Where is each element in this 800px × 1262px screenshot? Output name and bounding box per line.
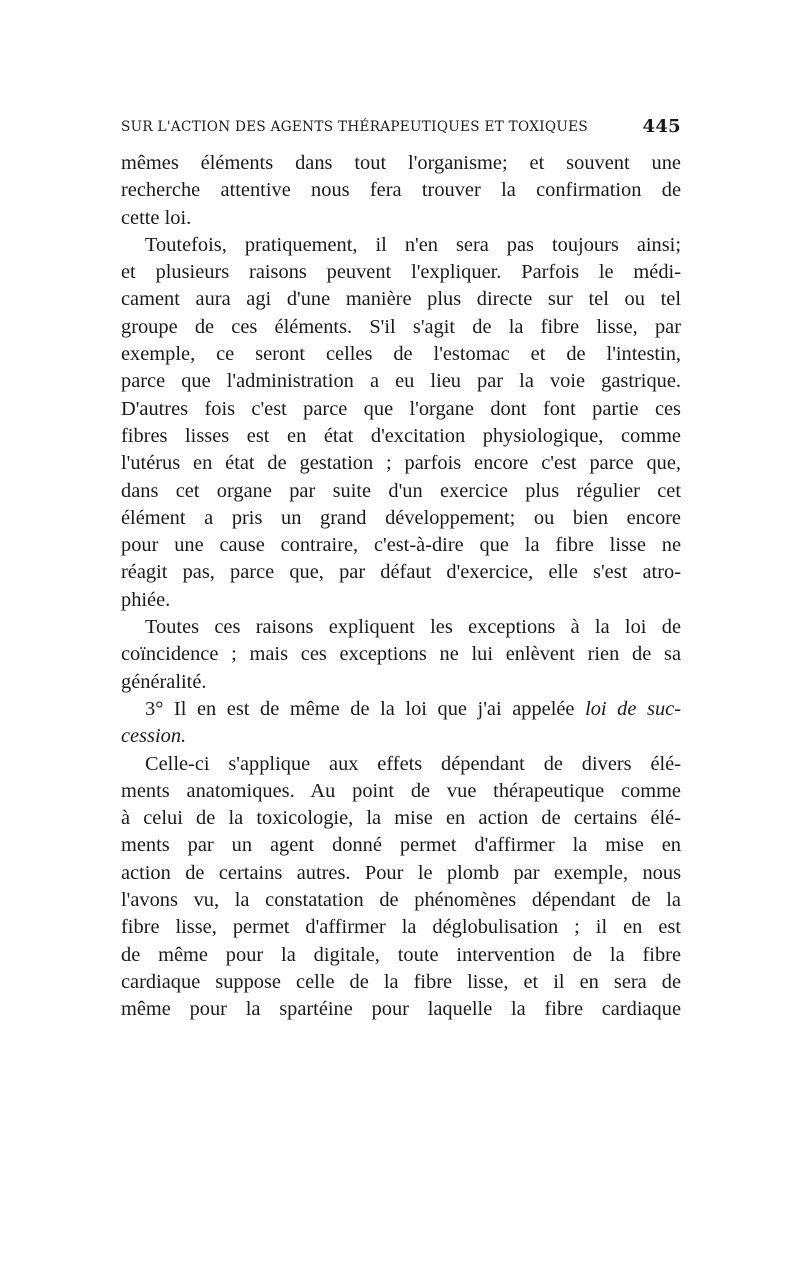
text-line: coïncidence ; mais ces exceptions ne lui enlèvent rien de sa (121, 643, 681, 666)
text-line: groupe de ces éléments. S'il s'agit de la fibre lisse, par (121, 315, 681, 338)
text-line: même pour la spartéine pour laquelle la fibre cardiaque (121, 998, 681, 1021)
page-number: 445 (642, 116, 681, 137)
paragraph-first-line: Toutes ces raisons expliquent les exceptions à la loi de (145, 616, 681, 639)
text-line: exemple, ce seront celles de l'estomac et de l'intestin, (121, 343, 681, 366)
text-line: pour une cause contraire, c'est-à-dire que la fibre lisse ne (121, 534, 681, 557)
text-line: généralité. (121, 670, 207, 693)
paragraph-first-line (121, 696, 681, 723)
text-line: fibre lisse, permet d'affirmer la déglobulisation ; il en est (121, 916, 681, 939)
text-line: cardiaque suppose celle de la fibre lisse, et il en sera de (121, 970, 681, 993)
text-line: parce que l'administration a eu lieu par la voie gastrique. (121, 370, 681, 393)
text-line: ments anatomiques. Au point de vue thérapeutique comme (121, 779, 681, 802)
text-line: l'utérus en état de gestation ; parfois encore c'est parce que, (121, 452, 681, 475)
italic-term: loi de suc- (585, 697, 681, 720)
text-line: réagit pas, parce que, par défaut d'exercice, elle s'est atro- (121, 561, 681, 584)
body-text (121, 150, 681, 1024)
italic-term-continuation: cession. (121, 725, 187, 748)
text-line: de même pour la digitale, toute intervention de la fibre (121, 943, 681, 966)
text-line: action de certains autres. Pour le plomb par exemple, nous (121, 861, 681, 884)
paragraph-first-line: Celle-ci s'applique aux effets dépendant de divers élé- (145, 752, 681, 775)
paragraph-first-line: Toutefois, pratiquement, il n'en sera pas toujours ainsi; (145, 233, 681, 256)
text-line: ments par un agent donné permet d'affirmer la mise en (121, 834, 681, 857)
text-line: l'avons vu, la constatation de phénomènes dépendant de la (121, 889, 681, 912)
running-head: SUR L'ACTION DES AGENTS THÉRAPEUTIQUES ET TOXIQUES (121, 119, 588, 135)
text-line: D'autres fois c'est parce que l'organe dont font partie ces (121, 397, 681, 420)
text-line: phiée. (121, 588, 171, 611)
text-line: cette loi. (121, 206, 192, 229)
text-segment: 3° Il en est de même de la loi que j'ai appelée (145, 697, 575, 720)
text-line: élément a pris un grand développement; ou bien encore (121, 506, 681, 529)
text-line: mêmes éléments dans tout l'organisme; et souvent une (121, 152, 681, 174)
text-line: fibres lisses est en état d'excitation physiologique, comme (121, 424, 681, 447)
text-line: et plusieurs raisons peuvent l'expliquer. Parfois le médi- (121, 261, 681, 284)
page-header (121, 116, 681, 140)
text-line: recherche attentive nous fera trouver la confirmation de (121, 179, 681, 202)
text-line: dans cet organe par suite d'un exercice plus régulier cet (121, 479, 681, 502)
text-line: cament aura agi d'une manière plus directe sur tel ou tel (121, 288, 681, 311)
text-line: à celui de la toxicologie, la mise en action de certains élé- (121, 807, 681, 830)
